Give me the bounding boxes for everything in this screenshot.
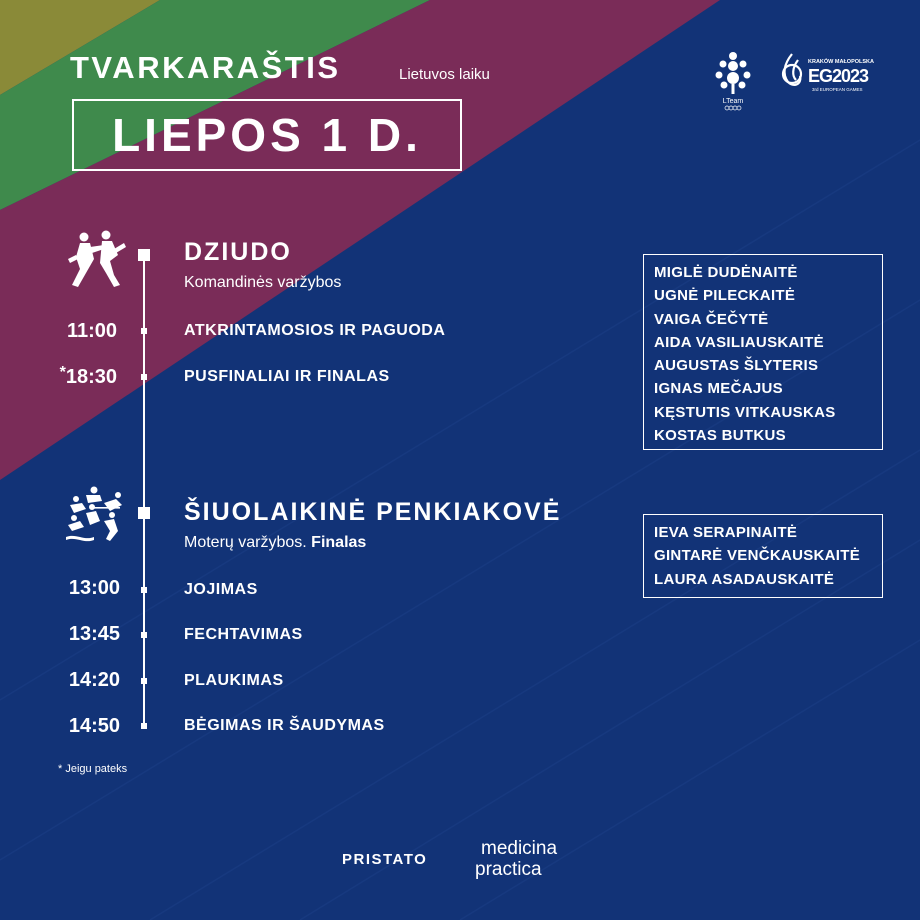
eg-city-text: KRAKÓW MAŁOPOLSKA — [808, 59, 874, 65]
timeline-node — [141, 678, 147, 684]
timeline-node — [141, 632, 147, 638]
athlete-name: GINTARĖ VENČKAUSKAITĖ — [654, 547, 861, 565]
schedule-subtitle: Lietuvos laiku — [399, 66, 490, 83]
athlete-name: IGNAS MEČAJUS — [654, 380, 783, 398]
athletes-box-judo — [643, 254, 883, 450]
athlete-name: LAURA ASADAUSKAITĖ — [654, 570, 835, 588]
schedule-title: TVARKARAŠTIS — [70, 50, 341, 85]
event-name: PLAUKIMAS — [184, 672, 284, 689]
athlete-name: KĘSTUTIS VITKAUSKAS — [654, 403, 836, 421]
sponsor-line-1: medicina — [481, 838, 558, 859]
european-games-logo — [778, 50, 888, 98]
timeline-node — [141, 328, 147, 334]
sponsor-logo — [475, 838, 585, 884]
event-time — [37, 366, 117, 389]
judo-icon — [64, 229, 126, 289]
athlete-name: AUGUSTAS ŠLYTERIS — [654, 357, 819, 375]
athlete-name: KOSTAS BUTKUS — [654, 427, 786, 445]
event-name: JOJIMAS — [184, 581, 258, 598]
event-time-value: 11:00 — [66, 320, 117, 342]
athlete-name: MIGLĖ DUDĖNAITĖ — [654, 264, 798, 281]
modern-pentathlon-icon — [64, 485, 126, 545]
footnote: * Jeigu pateks — [58, 763, 128, 775]
event-time: 13:45 — [68, 623, 120, 645]
event-time: 14:20 — [68, 669, 120, 691]
athletes-box-pentathlon — [643, 514, 883, 598]
sport-subtitle-text: Moterų varžybos. — [184, 534, 307, 551]
event-time: 13:00 — [68, 577, 120, 599]
event-name: BĖGIMAS IR ŠAUDYMAS — [184, 717, 385, 734]
sport-title-judo: DZIUDO — [184, 238, 292, 266]
date-label: LIEPOS 1 D. — [112, 109, 422, 161]
athlete-name: AIDA VASILIAUSKAITĖ — [654, 333, 824, 351]
eg-mark-text: EG2023 — [808, 66, 869, 86]
date-box — [72, 99, 462, 171]
sponsor-line-2: practica — [475, 859, 542, 880]
event-name: FECHTAVIMAS — [184, 626, 303, 643]
event-marker: * — [59, 364, 66, 381]
timeline-node — [138, 507, 150, 519]
timeline-node — [138, 249, 150, 261]
athlete-name: UGNĖ PILECKAITĖ — [654, 287, 796, 305]
event-name: PUSFINALIAI IR FINALAS — [184, 368, 390, 385]
lteam-logo — [710, 48, 756, 112]
event-time-value: 18:30 — [65, 366, 117, 388]
sport-subtitle-judo — [184, 274, 341, 292]
sport-subtitle-bold: Finalas — [311, 534, 367, 551]
sport-subtitle-text: Komandinės varžybos — [184, 274, 342, 291]
timeline-line — [143, 255, 145, 728]
eg-sub-text: 3rd EUROPEAN GAMES — [812, 87, 863, 92]
presented-by-label: PRISTATO — [342, 851, 428, 868]
sport-subtitle-pentathlon — [184, 534, 366, 552]
timeline-node — [141, 374, 147, 380]
event-time — [37, 320, 117, 343]
timeline-node — [141, 723, 147, 729]
event-time: 14:50 — [68, 715, 120, 737]
timeline-node — [141, 587, 147, 593]
sport-title-pentathlon: ŠIUOLAIKINĖ PENKIAKOVĖ — [184, 498, 562, 526]
lteam-logo-text: LTeam — [722, 98, 744, 105]
event-name: ATKRINTAMOSIOS IR PAGUODA — [184, 322, 446, 339]
athlete-name: IEVA SERAPINAITĖ — [654, 524, 798, 541]
athlete-name: VAIGA ČEČYTĖ — [654, 310, 769, 328]
